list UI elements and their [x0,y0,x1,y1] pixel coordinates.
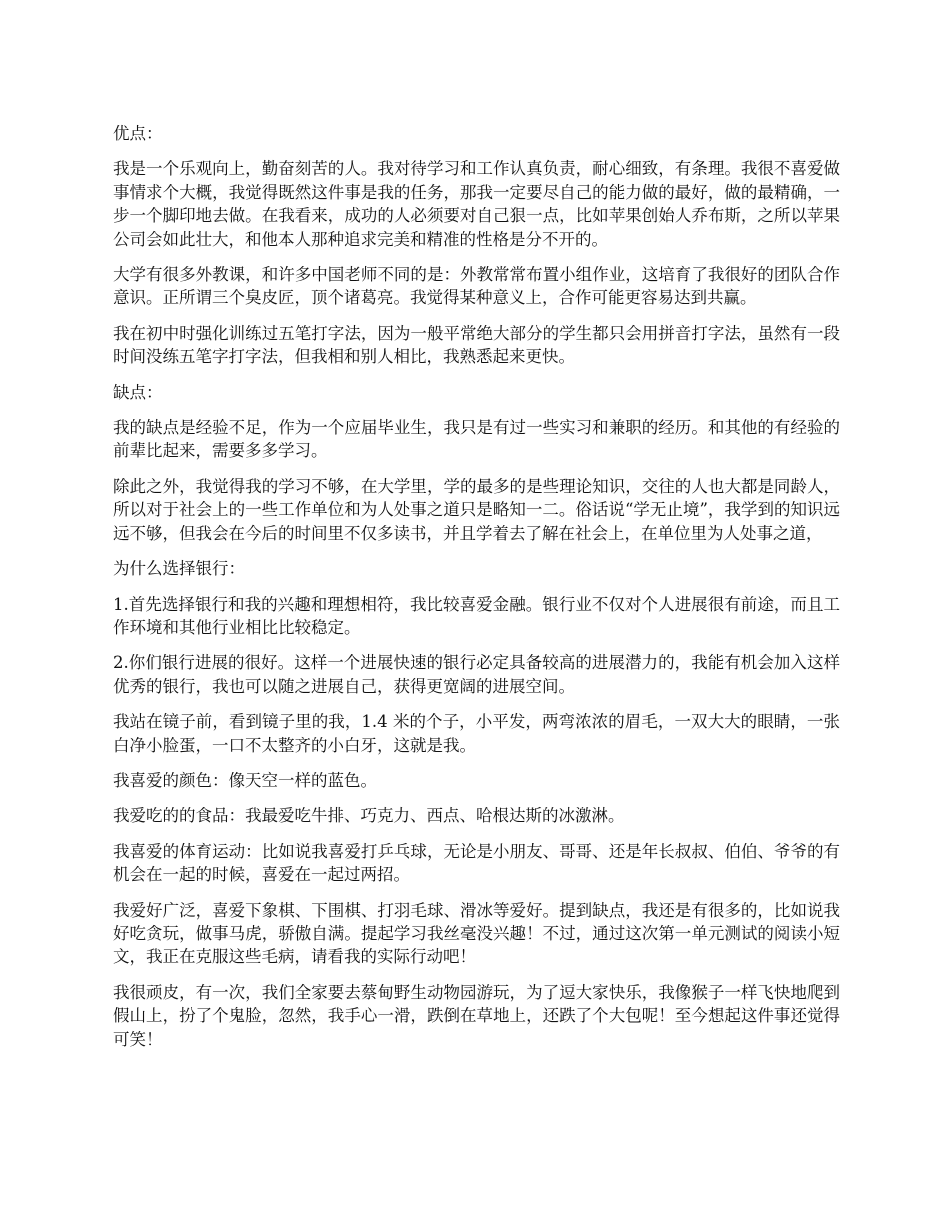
paragraph: 我爱好广泛，喜爱下象棋、下围棋、打羽毛球、滑冰等爱好。提到缺点，我还是有很多的，比如说我好吃贪玩，做事马虎，骄傲自满。提起学习我丝毫没兴趣！不过，通过这次第一单元测试的阅读小短文，我正在克服这些毛病，请看我的实际行动吧！ [113,900,840,967]
heading-why-bank: 为什么选择银行： [113,559,245,579]
paragraph: 除此之外，我觉得我的学习不够，在大学里，学的最多的是些理论知识，交往的人也大都是同龄人，所以对于社会上的一些工作单位和为人处事之道只是略知一二。俗话说“学无止境”，我学到的知识远远不够，但我会在今后的时间里不仅多读书，并且学着去了解在社会上，在单位里为人处事之道， [113,476,840,543]
heading-weaknesses: 缺点： [113,382,163,402]
paragraph: 我爱吃的的食品：我最爱吃牛排、巧克力、西点、哈根达斯的冰激淋。 [113,806,625,826]
paragraph: 我站在镜子前，看到镜子里的我，1.4 米的个子，小平发，两弯浓浓的眉毛，一双大大的眼睛，一张白净小脸蛋，一口不太整齐的小白牙，这就是我。 [113,712,840,755]
paragraph: 我的缺点是经验不足，作为一个应届毕业生，我只是有过一些实习和兼职的经历。和其他的有经验的前辈比起来，需要多多学习。 [113,418,840,461]
numbered-paragraph: 2.你们银行进展的很好。这样一个进展快速的银行必定具备较高的进展潜力的，我能有机会加入这样优秀的银行，我也可以随之进展自己，获得更宽阔的进展空间。 [113,653,840,696]
paragraph: 我喜爱的颜色：像天空一样的蓝色。 [113,770,377,790]
paragraph: 大学有很多外教课，和许多中国老师不同的是：外教常常布置小组作业，这培育了我很好的团队合作意识。正所谓三个臭皮匠，顶个诸葛亮。我觉得某种意义上，合作可能更容易达到共赢。 [113,265,840,308]
document-body [113,122,840,1063]
paragraph: 我是一个乐观向上，勤奋刻苦的人。我对待学习和工作认真负责，耐心细致，有条理。我很不喜爱做事情求个大概，我觉得既然这件事是我的任务，那我一定要尽自己的能力做的最好，做的最精确，一步一个脚印地去做。在我看来，成功的人必须要对自己狠一点，比如苹果创始人乔布斯，之所以苹果公司会如此壮大，和他本人那种追求完美和精准的性格是分不开的。 [113,159,840,249]
paragraph: 我在初中时强化训练过五笔打字法，因为一般平常绝大部分的学生都只会用拼音打字法，虽然有一段时间没练五笔字打字法，但我相和别人相比，我熟悉起来更快。 [113,323,840,367]
paragraph: 我喜爱的体育运动：比如说我喜爱打乒乓球，无论是小朋友、哥哥、还是年长叔叔、伯伯、爷爷的有机会在一起的时候，喜爱在一起过两招。 [113,841,840,885]
heading-strengths: 优点： [113,124,163,143]
paragraph: 我很顽皮，有一次，我们全家要去蔡甸野生动物园游玩，为了逗大家快乐，我像猴子一样飞快地爬到假山上，扮了个鬼脸，忽然，我手心一滑，跌倒在草地上，还跌了个大包呢！至今想起这件事还觉得可笑！ [113,982,840,1049]
numbered-paragraph: 1.首先选择银行和我的兴趣和理想相符，我比较喜爱金融。银行业不仅对个人进展很有前途，而且工作环境和其他行业相比比较稳定。 [113,594,840,637]
